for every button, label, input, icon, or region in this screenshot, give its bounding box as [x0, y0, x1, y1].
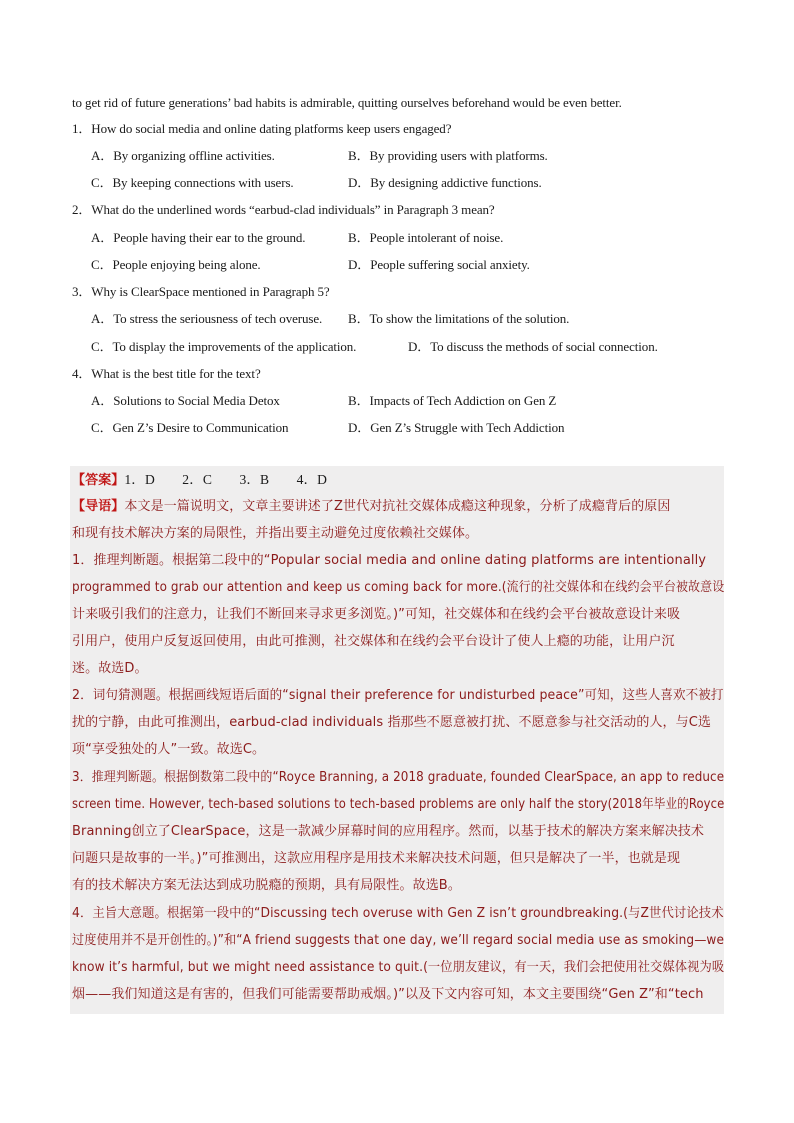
explanation-4-line-4: 烟——我们知道这是有害的，但我们可能需要帮助戒烟。)”以及下文内容可知，本文主要围绕“Gen Z”和“tech — [72, 987, 704, 1002]
question-2-option-a: A．People having their ear to the ground. — [91, 230, 306, 245]
question-2-stem: 2．What do the underlined words “earbud-clad individuals” in Paragraph 3 mean? — [72, 202, 495, 217]
question-4-option-b: B．Impacts of Tech Addiction on Gen Z — [348, 393, 557, 408]
explanation-3-line-1: 3．推理判断题。根据倒数第二段中的“Royce Branning, a 2018 graduate, founded ClearSpace, an app to reduce — [72, 770, 725, 785]
question-3-option-a: A．To stress the seriousness of tech overuse. — [91, 311, 323, 326]
guide-label: 【导语】 — [72, 499, 125, 514]
passage-last-line: to get rid of future generations’ bad habits is admirable, quitting ourselves beforehand would be even better. — [72, 95, 622, 110]
question-3-stem: 3．Why is ClearSpace mentioned in Paragraph 5? — [72, 284, 330, 299]
explanation-3-line-3: Branning创立了ClearSpace，这是一款减少屏幕时间的应用程序。然而，以基于技术的解决方案来解决技术 — [72, 824, 705, 839]
question-1-option-c: C．By keeping connections with users. — [91, 175, 294, 190]
question-1-option-d: D．By designing addictive functions. — [348, 175, 542, 190]
question-2-option-d: D．People suffering social anxiety. — [348, 257, 530, 272]
guide-line-2: 和现有技术解决方案的局限性，并指出要主动避免过度依赖社交媒体。 — [72, 526, 479, 541]
answer-label: 【答案】 — [72, 473, 125, 488]
question-3-option-b: B．To show the limitations of the solution. — [348, 311, 570, 326]
explanation-3-line-4: 问题只是故事的一半。)”可推测出，这款应用程序是用技术来解决技术问题，但只是解决了一半，也就是现 — [72, 851, 681, 866]
explanation-3-line-2: screen time. However, tech-based solutions to tech-based problems are only half the story(2018年毕业的Royce — [72, 797, 725, 812]
explanation-1-line-1: 1．推理判断题。根据第二段中的“Popular social media and online dating platforms are intentionally — [72, 553, 707, 568]
explanation-2-line-2: 扰的宁静，由此可推测出，earbud-clad individuals 指那些不愿意被打扰、不愿意参与社交活动的人，与C选 — [72, 715, 712, 730]
explanation-1-line-4: 引用户，使用户反复返回使用，由此可推测，社交媒体和在线约会平台设计了使人上瘾的功能，让用户沉 — [72, 634, 675, 649]
explanation-4-line-3: know it’s harmful, but we might need assistance to quit.(一位朋友建议，有一天，我们会把使用社交媒体视为吸 — [72, 960, 725, 975]
question-1-option-b: B．By providing users with platforms. — [348, 148, 548, 163]
question-1-option-a: A．By organizing offline activities. — [91, 148, 275, 163]
question-3-option-c: C．To display the improvements of the application. — [91, 339, 357, 354]
guide-text-1: 本文是一篇说明文，文章主要讲述了Z世代对抗社交媒体成瘾这种现象，分析了成瘾背后的原因 — [124, 499, 671, 514]
explanation-2-line-1: 2．词句猜测题。根据画线短语后面的“signal their preference for undisturbed peace”可知，这些人喜欢不被打 — [72, 688, 724, 703]
answer-keys: 1．D 2．C 3．B 4．D — [124, 472, 328, 487]
explanation-2-line-3: 项“享受独处的人”一致。故选C。 — [72, 742, 266, 757]
question-2-option-b: B．People intolerant of noise. — [348, 230, 504, 245]
question-1-stem: 1．How do social media and online dating platforms keep users engaged? — [72, 121, 452, 136]
question-3-option-d: D．To discuss the methods of social connection. — [408, 339, 658, 354]
question-2-option-c: C．People enjoying being alone. — [91, 257, 261, 272]
explanation-4-line-1: 4．主旨大意题。根据第一段中的“Discussing tech overuse with Gen Z isn’t groundbreaking.(与Z世代讨论技术 — [72, 906, 724, 921]
explanation-1-line-5: 迷。故选D。 — [72, 661, 148, 676]
guide-line-1 — [72, 497, 671, 517]
question-4-option-d: D．Gen Z’s Struggle with Tech Addiction — [348, 420, 565, 435]
answer-keys-line — [72, 470, 327, 491]
explanation-3-line-5: 有的技术解决方案无法达到成功脱瘾的预期，具有局限性。故选B。 — [72, 878, 461, 893]
question-4-option-a: A．Solutions to Social Media Detox — [91, 393, 280, 408]
explanation-4-line-2: 过度使用并不是开创性的。)”和“A friend suggests that one day, we’ll regard social media use as smoking—we — [72, 933, 725, 948]
explanation-1-line-2: programmed to grab our attention and keep us coming back for more.(流行的社交媒体和在线约会平台被故意设 — [72, 580, 725, 595]
question-4-option-c: C．Gen Z’s Desire to Communication — [91, 420, 289, 435]
question-4-stem: 4．What is the best title for the text? — [72, 366, 261, 381]
explanation-1-line-3: 计来吸引我们的注意力，让我们不断回来寻求更多浏览。)”可知，社交媒体和在线约会平台被故意设计来吸 — [72, 607, 681, 622]
